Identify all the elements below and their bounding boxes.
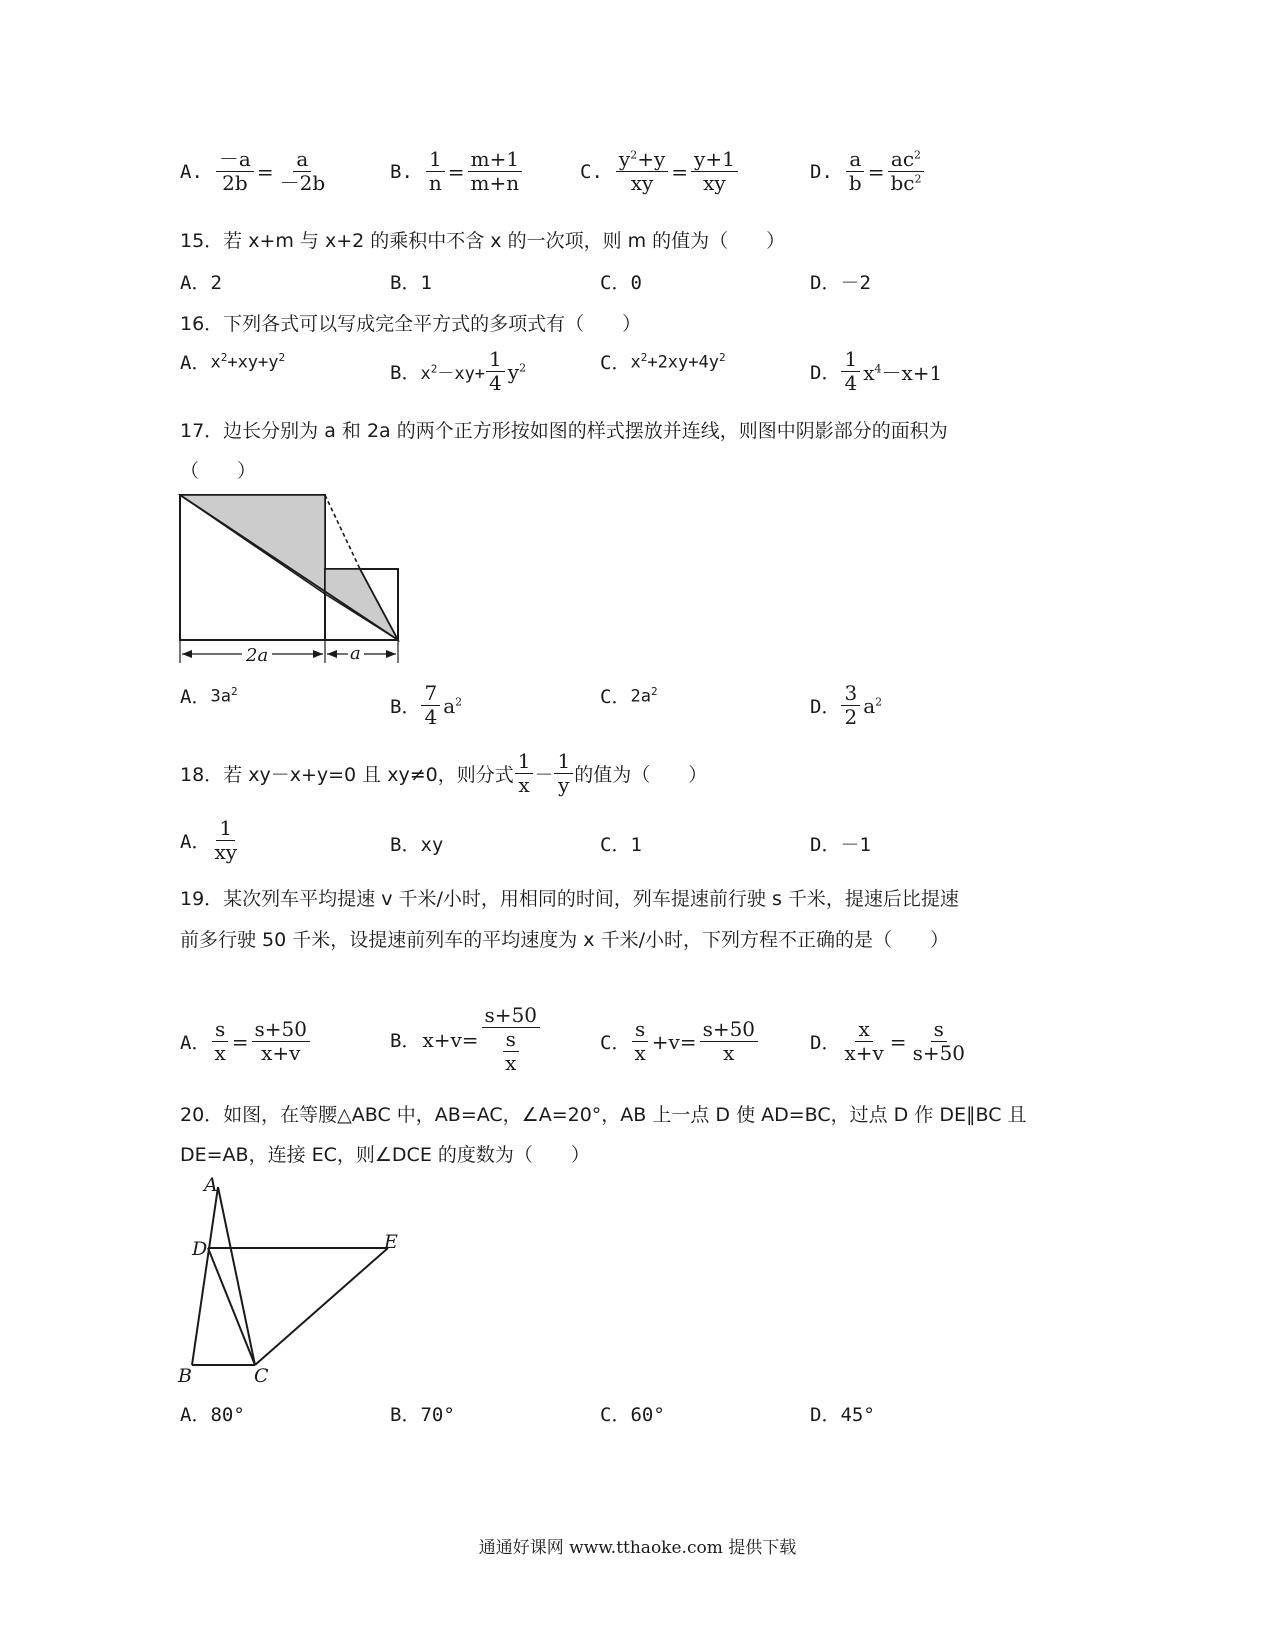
denominator: xy bbox=[703, 171, 726, 195]
denominator: n bbox=[428, 171, 442, 195]
segment-dc bbox=[208, 1248, 255, 1365]
denominator: 2 bbox=[844, 705, 858, 729]
numerator: s bbox=[931, 1018, 947, 1042]
q16-option-c bbox=[600, 348, 726, 375]
expression: $x^2+2xy+4y^2$ bbox=[630, 350, 726, 373]
equals-sign: = bbox=[889, 1029, 907, 1054]
option-label: D. bbox=[810, 160, 833, 183]
numerator: s+50 bbox=[252, 1018, 310, 1042]
point-label-b: B bbox=[178, 1365, 192, 1387]
q17-option-b bbox=[390, 682, 464, 729]
fraction bbox=[841, 1018, 886, 1065]
q19-option-c bbox=[600, 1018, 759, 1065]
point-label-c: C bbox=[254, 1365, 269, 1387]
denominator: x bbox=[518, 773, 530, 797]
expression: $x^2+xy+y^2$ bbox=[210, 350, 286, 373]
q15-option-a: A．2 bbox=[180, 272, 222, 294]
segment-ab bbox=[192, 1187, 218, 1365]
q14-option-d bbox=[810, 148, 925, 195]
numerator: －a bbox=[216, 148, 254, 172]
denominator: x bbox=[723, 1041, 735, 1065]
expression: $a^2$ bbox=[443, 693, 463, 718]
arrow-head bbox=[386, 650, 396, 658]
q20-option-c: C．60° bbox=[600, 1404, 665, 1426]
expression: x+v= bbox=[422, 1027, 479, 1052]
fraction bbox=[554, 750, 573, 797]
fraction bbox=[910, 1018, 968, 1065]
point-label-a: A bbox=[204, 1174, 218, 1196]
q18-option-c: C．1 bbox=[600, 834, 642, 856]
q17-stem-line1: 17．边长分别为 a 和 2a 的两个正方形按如图的样式摆放并连线，则图中阴影部分的面积为 bbox=[180, 420, 948, 442]
equals-sign: = bbox=[231, 1029, 249, 1054]
numerator: 1 bbox=[554, 750, 573, 774]
denominator: －2b bbox=[279, 171, 326, 195]
option-label: C． bbox=[600, 352, 631, 374]
denominator: x bbox=[634, 1041, 646, 1065]
numerator: a bbox=[293, 148, 311, 172]
option-label: C． bbox=[600, 686, 631, 708]
q19-option-a bbox=[180, 1018, 311, 1065]
q17-figure bbox=[170, 485, 415, 670]
equals-sign: = bbox=[867, 159, 885, 184]
equals-sign: = bbox=[256, 159, 274, 184]
numerator: 7 bbox=[421, 682, 440, 706]
label-2a: 2a bbox=[246, 645, 269, 666]
numerator: s bbox=[503, 1028, 519, 1052]
denominator: m+n bbox=[470, 171, 520, 195]
q20-figure bbox=[170, 1172, 410, 1387]
q14-option-a bbox=[180, 148, 329, 195]
fraction bbox=[468, 148, 523, 195]
point-label-d: D bbox=[192, 1238, 208, 1260]
q20-option-d: D．45° bbox=[810, 1404, 875, 1426]
stem-text: 18．若 xy－x+y=0 且 xy≠0，则分式 bbox=[180, 764, 514, 786]
q18-option-a bbox=[180, 817, 241, 864]
fraction bbox=[841, 682, 860, 729]
numerator: 3 bbox=[841, 682, 860, 706]
denominator: y bbox=[558, 773, 570, 797]
arrow-head bbox=[327, 650, 337, 658]
q20-stem-line1: 20．如图，在等腰△ABC 中，AB=AC，∠A=20°，AB 上一点 D 使 AD=BC，过点 D 作 DE∥BC 且 bbox=[180, 1104, 1027, 1126]
denominator: s+50 bbox=[912, 1041, 966, 1065]
option-label: A. bbox=[180, 160, 203, 183]
q20-option-b: B．70° bbox=[390, 1404, 455, 1426]
numerator: y+1 bbox=[691, 148, 738, 172]
numerator: 1 bbox=[515, 750, 534, 774]
numerator: a bbox=[846, 148, 864, 172]
fraction bbox=[216, 148, 254, 195]
arrow-head bbox=[182, 650, 192, 658]
option-label: B． bbox=[390, 1030, 421, 1052]
fraction bbox=[252, 1018, 310, 1065]
numerator: s bbox=[212, 1018, 228, 1042]
q17-option-a bbox=[180, 682, 238, 709]
denominator bbox=[498, 1028, 523, 1075]
option-label: C． bbox=[600, 1032, 631, 1054]
fraction bbox=[486, 348, 505, 395]
q16-option-d bbox=[810, 348, 944, 395]
fraction bbox=[277, 148, 329, 195]
option-label: D． bbox=[810, 696, 841, 718]
denominator: 2b bbox=[222, 171, 248, 195]
q18-option-d: D．－1 bbox=[810, 834, 871, 856]
fraction bbox=[502, 1028, 519, 1075]
compound-fraction bbox=[482, 1004, 540, 1075]
fraction bbox=[841, 348, 860, 395]
numerator: x bbox=[855, 1018, 872, 1042]
dashed-line bbox=[325, 495, 360, 569]
q19-option-b bbox=[390, 1004, 541, 1075]
expression: $x^4-x+1$ bbox=[863, 361, 943, 385]
fraction bbox=[211, 1018, 228, 1065]
q19-stem-line2: 前多行驶 50 千米，设提速前列车的平均速度为 x 千米/小时，下列方程不正确的是（ ） bbox=[180, 929, 949, 951]
option-label: D． bbox=[810, 1032, 841, 1054]
fraction bbox=[211, 817, 240, 864]
denominator: xy bbox=[214, 840, 238, 864]
denominator: b bbox=[848, 171, 862, 195]
fraction bbox=[887, 148, 924, 195]
label-a: a bbox=[350, 643, 361, 664]
denominator: xy bbox=[630, 171, 654, 195]
option-label: A． bbox=[180, 352, 211, 374]
fraction bbox=[426, 148, 445, 195]
q14-option-b bbox=[390, 148, 523, 195]
q17-stem-line2: （ ） bbox=[180, 460, 257, 482]
q16-option-a bbox=[180, 348, 285, 375]
q19-stem-line1: 19．某次列车平均提速 v 千米/小时，用相同的时间，列车提速前行驶 s 千米，提速后比提速 bbox=[180, 888, 959, 910]
numerator: $y^2+y$ bbox=[616, 148, 668, 172]
q15-option-c: C．0 bbox=[600, 272, 642, 294]
q18-option-b: B．xy bbox=[390, 834, 444, 856]
q18-stem bbox=[180, 750, 707, 797]
q20-stem-line2: DE=AB，连接 EC，则∠DCE 的度数为（ ） bbox=[180, 1144, 590, 1166]
q15-option-d: D．－2 bbox=[810, 272, 871, 294]
q17-option-c bbox=[600, 682, 658, 709]
q16-option-b bbox=[390, 348, 528, 395]
denominator: 4 bbox=[424, 705, 438, 729]
numerator: 1 bbox=[426, 148, 445, 172]
segment-ec bbox=[255, 1248, 388, 1365]
option-label: C. bbox=[580, 160, 603, 183]
arrow-head bbox=[313, 650, 323, 658]
denominator: x bbox=[505, 1051, 517, 1075]
numerator: 1 bbox=[486, 348, 505, 372]
fraction bbox=[631, 1018, 648, 1065]
fraction bbox=[515, 750, 534, 797]
expression: $y^2$ bbox=[507, 359, 527, 384]
option-label: A． bbox=[180, 831, 211, 853]
denominator: 4 bbox=[489, 371, 502, 395]
q20-option-a: A．80° bbox=[180, 1404, 245, 1426]
q17-option-d bbox=[810, 682, 884, 729]
numerator: s bbox=[632, 1018, 648, 1042]
stem-text: 的值为（ ） bbox=[574, 764, 708, 786]
option-label: D． bbox=[810, 362, 841, 384]
fraction bbox=[691, 148, 738, 195]
equals-sign: = bbox=[671, 159, 689, 184]
segment-ac bbox=[218, 1187, 255, 1365]
denominator: x bbox=[214, 1041, 226, 1065]
fraction bbox=[846, 148, 865, 195]
option-label: B． bbox=[390, 696, 421, 718]
minus-sign: － bbox=[534, 764, 554, 786]
q15-option-b: B．1 bbox=[390, 272, 432, 294]
fraction bbox=[421, 682, 440, 729]
q16-stem: 16．下列各式可以写成完全平方式的多项式有（ ） bbox=[180, 313, 642, 335]
expression: $a^2$ bbox=[863, 693, 883, 718]
equals-sign: = bbox=[447, 159, 465, 184]
numerator: $ac^2$ bbox=[888, 148, 924, 172]
option-label: B. bbox=[390, 160, 413, 183]
numerator: m+1 bbox=[468, 148, 522, 172]
expression: $3a^2$ bbox=[210, 684, 238, 707]
fraction bbox=[616, 148, 668, 195]
option-label: A． bbox=[180, 686, 211, 708]
option-label: B． bbox=[390, 362, 421, 384]
expression: $2a^2$ bbox=[630, 684, 658, 707]
numerator: s+50 bbox=[700, 1018, 758, 1042]
fraction bbox=[700, 1018, 758, 1065]
numerator: 1 bbox=[841, 348, 860, 372]
denominator: $bc^2$ bbox=[890, 171, 922, 195]
numerator: s+50 bbox=[482, 1004, 540, 1028]
expression: $x^2-xy+$ bbox=[420, 362, 486, 384]
expression: +v= bbox=[651, 1029, 697, 1054]
q15-stem: 15．若 x+m 与 x+2 的乘积中不含 x 的一次项，则 m 的值为（ ） bbox=[180, 230, 786, 252]
page-footer: 通通好课网 www.tthaoke.com 提供下载 bbox=[478, 1538, 797, 1558]
numerator: 1 bbox=[216, 817, 235, 841]
point-label-e: E bbox=[384, 1231, 398, 1253]
denominator: 4 bbox=[844, 371, 858, 395]
option-label: A． bbox=[180, 1032, 211, 1054]
q19-option-d bbox=[810, 1018, 969, 1065]
denominator: x+v bbox=[844, 1041, 884, 1065]
q14-option-c bbox=[580, 148, 739, 195]
denominator: x+v bbox=[261, 1041, 301, 1065]
